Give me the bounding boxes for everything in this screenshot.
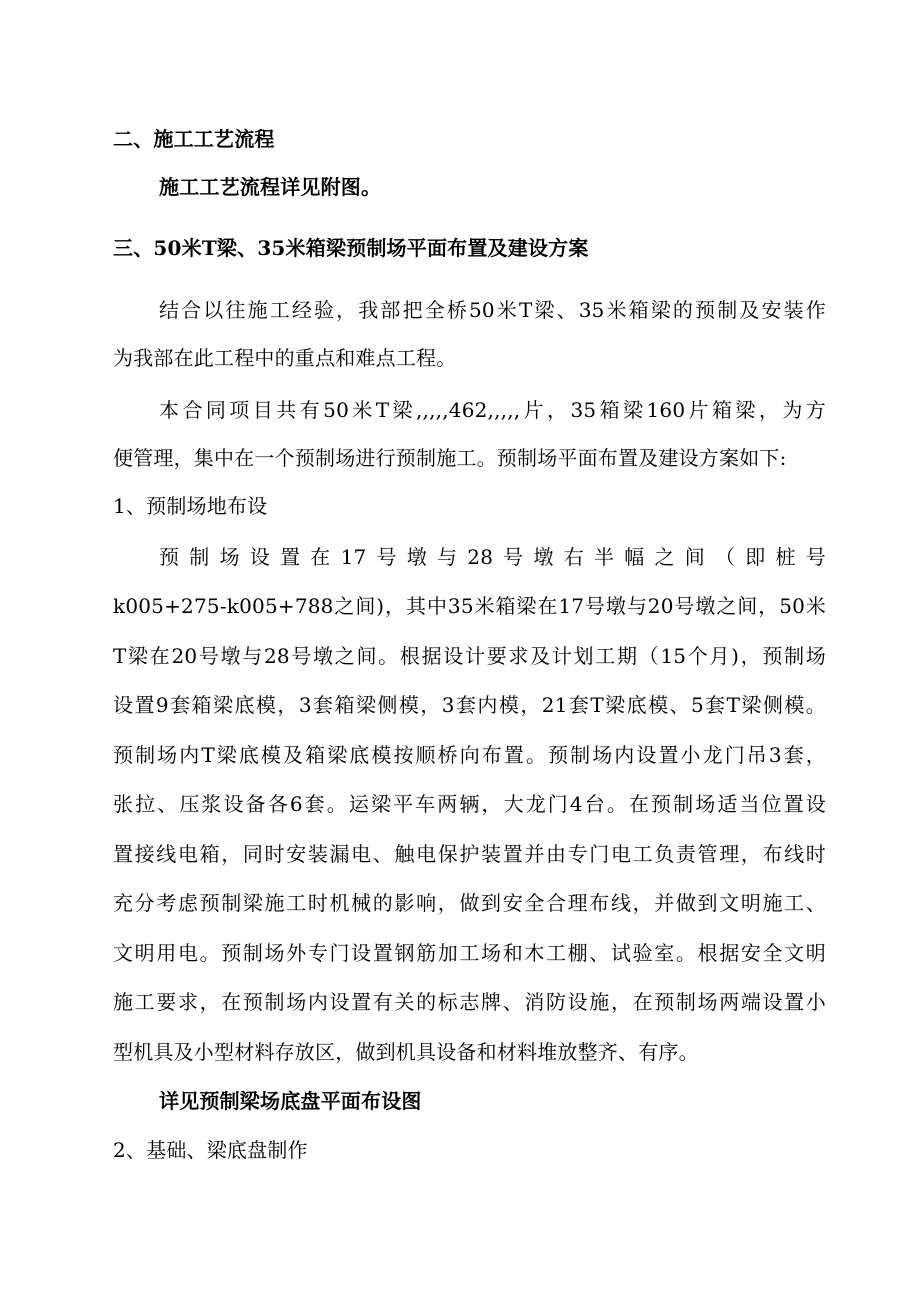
section-3-heading: 三、50米T梁、35米箱梁预制场平面布置及建设方案 [113, 236, 589, 260]
item-1-body-line-9: 文明用电。预制场外专门设置钢筋加工场和木工棚、试验室。根据安全文明 [113, 941, 826, 965]
item-1-body-line-1: 预制场设置在17号墩与28号墩右半幅之间（即桩号 [159, 545, 826, 569]
item-1-body-line-8: 充分考虑预制梁施工时机械的影响，做到安全合理布线，并做到文明施工、 [113, 891, 826, 915]
item-1-body-line-2: k005+275-k005+788之间)，其中35米箱梁在17号墩与20号墩之间，50米 [113, 594, 826, 618]
item-1-body-line-5: 预制场内T梁底模及箱梁底模按顺桥向布置。预制场内设置小龙门吊3套， [113, 743, 826, 767]
item-1-reference: 详见预制梁场底盘平面布设图 [159, 1089, 422, 1113]
paragraph-2-line-2: 便管理，集中在一个预制场进行预制施工。预制场平面布置及建设方案如下: [113, 446, 787, 470]
paragraph-1-line-1: 结合以往施工经验，我部把全桥50米T梁、35米箱梁的预制及安装作 [159, 298, 826, 322]
item-1-body-line-7: 置接线电箱，同时安装漏电、触电保护装置并由专门电工负责管理，布线时 [113, 842, 826, 866]
item-1-body-line-10: 施工要求，在预制场内设置有关的标志牌、消防设施，在预制场两端设置小 [113, 990, 826, 1014]
paragraph-1-line-2: 为我部在此工程中的重点和难点工程。 [113, 346, 457, 370]
item-1-body-line-3: T梁在20号墩与28号墩之间。根据设计要求及计划工期（15个月)，预制场 [113, 644, 826, 668]
item-1-body-line-6: 张拉、压浆设备各6套。运梁平车两辆，大龙门4台。在预制场适当位置设 [113, 792, 826, 816]
section-2-heading: 二、施工工艺流程 [113, 127, 275, 151]
item-1-body-line-11: 型机具及小型材料存放区，做到机具设备和材料堆放整齐、有序。 [113, 1040, 699, 1064]
section-2-text: 施工工艺流程详见附图。 [159, 175, 382, 199]
item-1-title: 1、预制场地布设 [113, 494, 268, 518]
paragraph-2-line-1: 本合同项目共有50米T梁,,,,,462,,,,,片，35箱梁160片箱梁，为方 [159, 398, 826, 422]
item-1-body-line-4: 设置9套箱梁底模，3套箱梁侧模，3套内模，21套T梁底模、5套T梁侧模。 [113, 693, 826, 717]
item-2-title: 2、基础、梁底盘制作 [113, 1138, 308, 1162]
